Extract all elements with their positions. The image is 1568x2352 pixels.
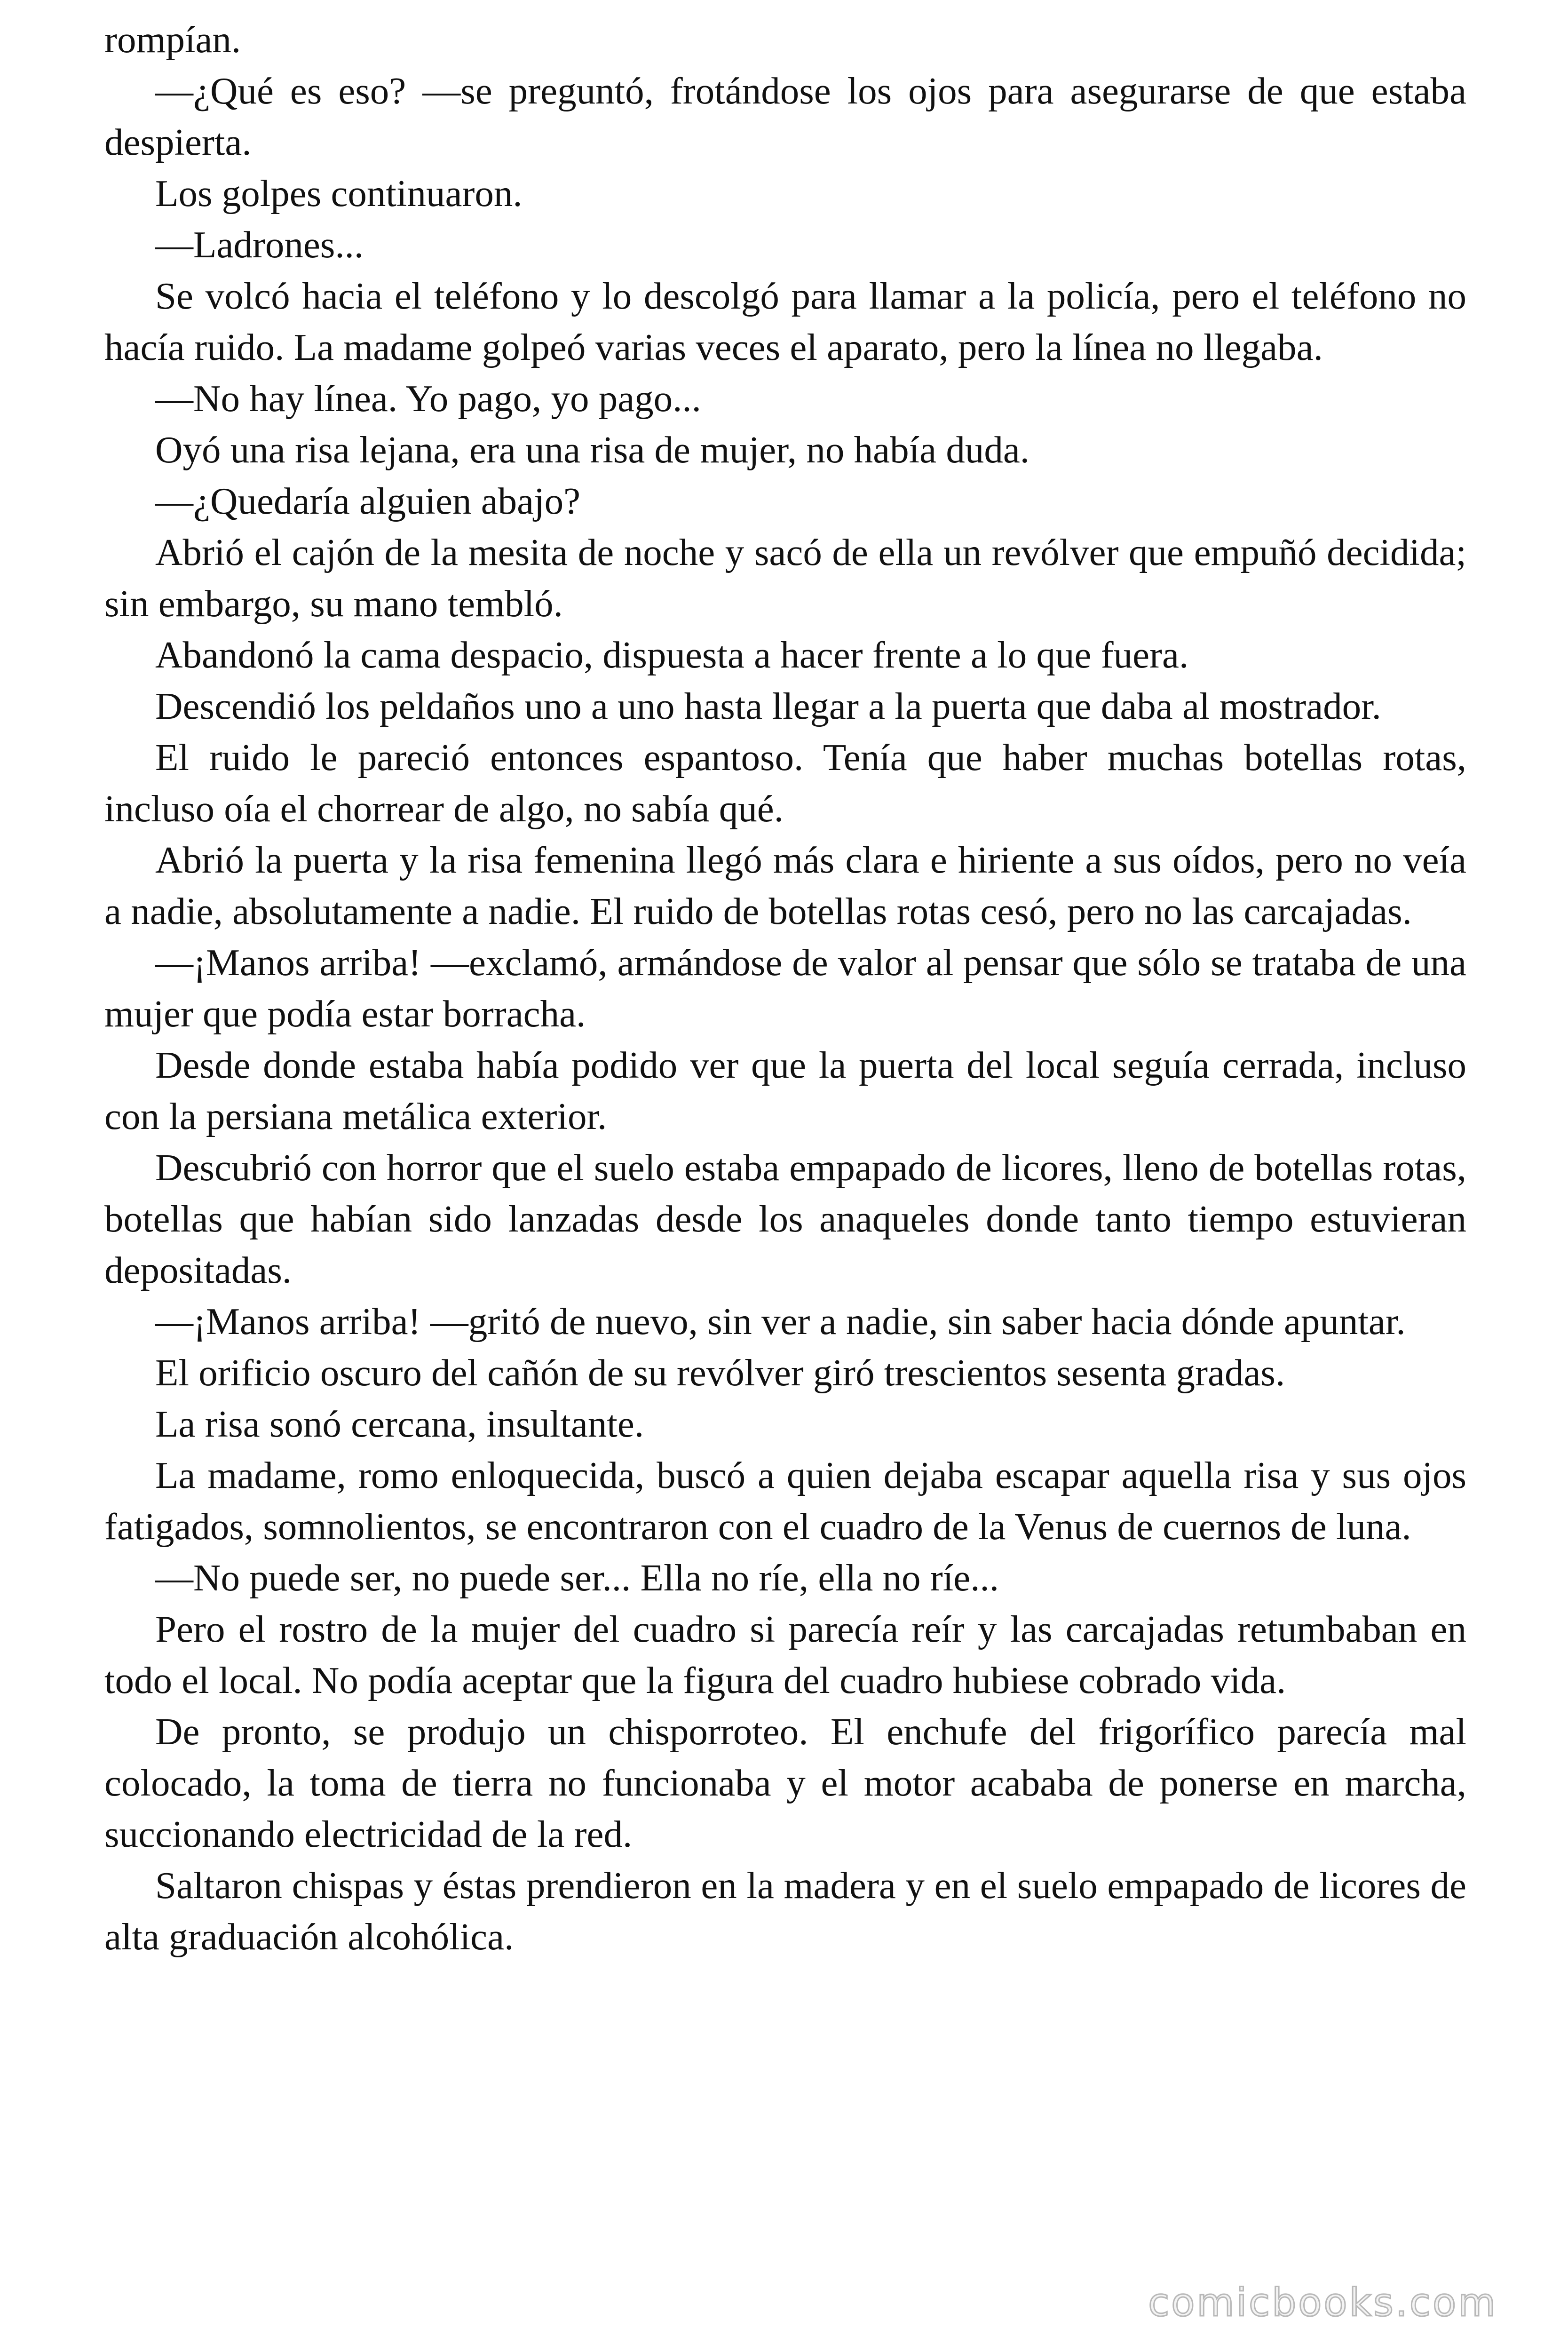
paragraph: Los golpes continuaron. — [155, 172, 523, 215]
paragraph: El orificio oscuro del cañón de su revólver giró trescientos sesenta gradas. — [155, 1351, 1285, 1394]
paragraph: Oyó una risa lejana, era una risa de mujer, no había duda. — [155, 429, 1030, 471]
paragraph: Descubrió con horror que el suelo estaba empapado de licores, lleno de botellas rotas, botellas que habían sido lanzadas desde los anaqueles donde tanto tiempo estuvieran depositadas. — [104, 1146, 1466, 1291]
paragraph: —¿Quedaría alguien abajo? — [155, 480, 581, 522]
paragraph: Descendió los peldaños uno a uno hasta llegar a la puerta que daba al mostrador. — [155, 685, 1381, 727]
paragraph: —No puede ser, no puede ser... Ella no ríe, ella no ríe... — [155, 1557, 999, 1599]
paragraph: —¡Manos arriba! —exclamó, armándose de valor al pensar que sólo se trataba de una mujer que podía estar borracha. — [104, 941, 1466, 1035]
page-text — [104, 14, 1466, 1963]
paragraph: rompían. — [104, 18, 241, 61]
paragraph: —¡Manos arriba! —gritó de nuevo, sin ver a nadie, sin saber hacia dónde apuntar. — [155, 1300, 1406, 1343]
paragraph: Se volcó hacia el teléfono y lo descolgó para llamar a la policía, pero el teléfono no hacía ruido. La madame golpeó varias veces el aparato, pero la línea no llegaba. — [104, 275, 1466, 368]
paragraph: Abandonó la cama despacio, dispuesta a hacer frente a lo que fuera. — [155, 634, 1189, 676]
paragraph: De pronto, se produjo un chisporroteo. El enchufe del frigorífico parecía mal colocado, la toma de tierra no funcionaba y el motor acababa de ponerse en marcha, succionando electricidad de la red. — [104, 1710, 1466, 1855]
paragraph: Pero el rostro de la mujer del cuadro si parecía reír y las carcajadas retumbaban en todo el local. No podía aceptar que la figura del cuadro hubiese cobrado vida. — [104, 1608, 1466, 1701]
paragraph: Abrió la puerta y la risa femenina llegó más clara e hiriente a sus oídos, pero no veía a nadie, absolutamente a nadie. El ruido de botellas rotas cesó, pero no las carcajadas. — [104, 839, 1466, 932]
paragraph: Desde donde estaba había podido ver que la puerta del local seguía cerrada, incluso con la persiana metálica exterior. — [104, 1044, 1466, 1137]
paragraph: —No hay línea. Yo pago, yo pago... — [155, 377, 701, 420]
watermark: comicbooks.com — [1148, 2280, 1497, 2325]
paragraph: El ruido le pareció entonces espantoso. Tenía que haber muchas botellas rotas, incluso oía el chorrear de algo, no sabía qué. — [104, 736, 1466, 830]
paragraph: Abrió el cajón de la mesita de noche y sacó de ella un revólver que empuñó decidida; sin embargo, su mano tembló. — [104, 531, 1466, 625]
paragraph: Saltaron chispas y éstas prendieron en la madera y en el suelo empapado de licores de alta graduación alcohólica. — [104, 1864, 1466, 1958]
paragraph: —¿Qué es eso? —se preguntó, frotándose los ojos para asegurarse de que estaba despierta. — [104, 70, 1466, 163]
paragraph: La madame, romo enloquecida, buscó a quien dejaba escapar aquella risa y sus ojos fatigados, somnolientos, se encontraron con el cuadro de la Venus de cuernos de luna. — [104, 1454, 1466, 1548]
paragraph: La risa sonó cercana, insultante. — [155, 1403, 644, 1445]
paragraph: —Ladrones... — [155, 223, 364, 266]
